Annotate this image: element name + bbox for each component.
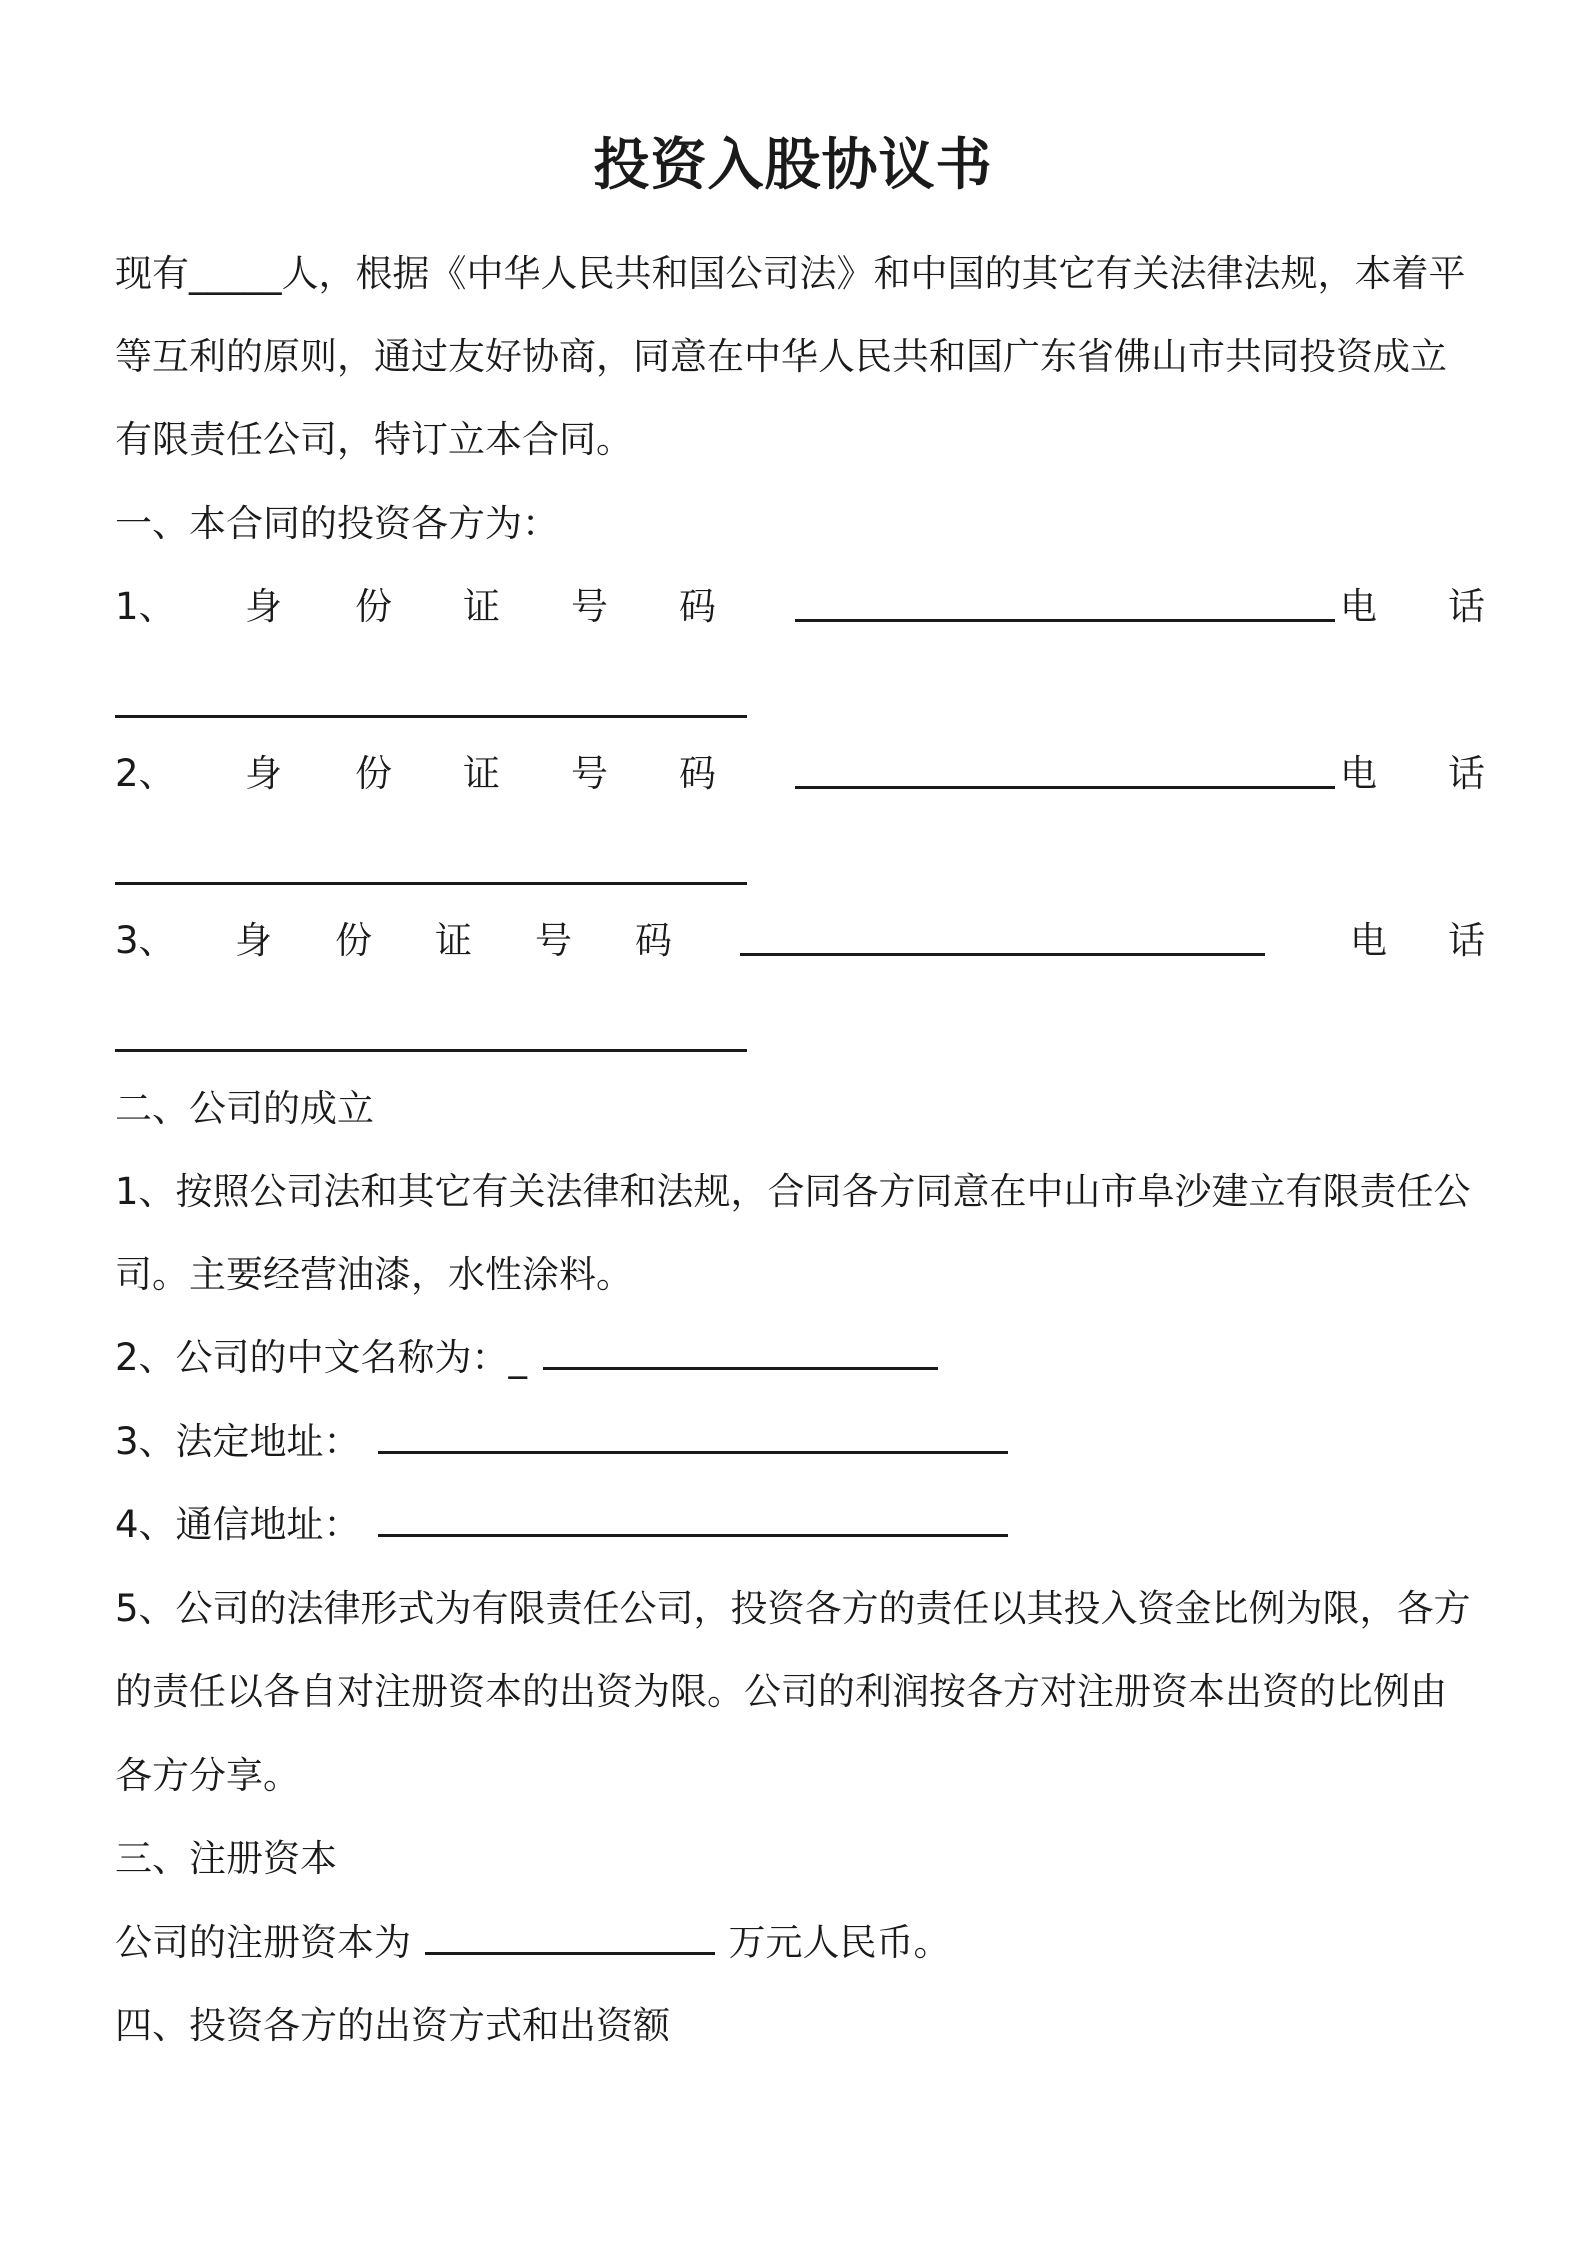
section-2-item-2 <box>115 1334 1485 1382</box>
party-2-id-char: 号 <box>571 752 608 795</box>
section-4-heading: 四、投资各方的出资方式和出资额 <box>115 2004 670 2047</box>
mailing-address-blank[interactable] <box>378 1504 1008 1537</box>
registered-capital-line <box>115 1919 1485 1967</box>
party-3-id-char: 号 <box>535 919 572 962</box>
section-2-heading: 二、公司的成立 <box>115 1087 374 1130</box>
party-3-id-char: 身 <box>235 919 272 962</box>
party-1-id-char: 身 <box>245 585 282 628</box>
company-name-label: 2、公司的中文名称为：_ <box>115 1336 528 1379</box>
party-1-id-char: 证 <box>463 585 500 628</box>
section-2-item-5-line-1: 5、公司的法律形式为有限责任公司，投资各方的责任以其投入资金比例为限，各方 <box>115 1587 1471 1630</box>
section-2-item-1-line-2: 司。主要经营油漆，水性涂料。 <box>115 1253 633 1296</box>
party-3-number: 3、 <box>115 919 176 962</box>
legal-address-blank[interactable] <box>378 1421 1008 1454</box>
party-1-id-char: 份 <box>355 585 392 628</box>
section-2-item-1-line-1: 1、按照公司法和其它有关法律和法规，合同各方同意在中山市阜沙建立有限责任公 <box>115 1170 1471 1213</box>
party-3-phone-char: 话 <box>1448 919 1485 962</box>
party-2-phone-blank[interactable] <box>115 882 747 885</box>
party-3-id-char: 证 <box>435 919 472 962</box>
party-3-id-char: 份 <box>335 919 372 962</box>
party-2-number: 2、 <box>115 752 176 795</box>
party-1-phone-char: 话 <box>1448 585 1485 628</box>
section-1-heading: 一、本合同的投资各方为： <box>115 502 559 545</box>
document-title: 投资入股协议书 <box>593 133 993 198</box>
registered-capital-blank[interactable] <box>425 1922 715 1955</box>
section-2-item-5-line-3: 各方分享。 <box>115 1754 300 1797</box>
party-1-phone-char: 电 <box>1340 585 1377 628</box>
company-name-blank[interactable] <box>543 1337 938 1370</box>
section-2-item-5-line-2: 的责任以各自对注册资本的出资为限。公司的利润按各方对注册资本出资的比例由 <box>115 1670 1447 1713</box>
party-2-id-char: 份 <box>355 752 392 795</box>
section-2-item-4 <box>115 1501 1485 1549</box>
legal-address-label: 3、法定地址： <box>115 1420 361 1463</box>
party-2-id-char: 证 <box>463 752 500 795</box>
section-3-heading: 三、注册资本 <box>115 1837 337 1880</box>
registered-capital-unit: 万元人民币。 <box>728 1921 951 1964</box>
party-2-id-char: 码 <box>679 752 716 795</box>
party-1-id-char: 号 <box>571 585 608 628</box>
mailing-address-label: 4、通信地址： <box>115 1503 361 1546</box>
intro-line-2: 等互利的原则，通过友好协商，同意在中华人民共和国广东省佛山市共同投资成立 <box>115 335 1447 378</box>
party-1-phone-blank[interactable] <box>115 715 747 718</box>
section-2-item-3 <box>115 1418 1485 1466</box>
party-1-number: 1、 <box>115 585 176 628</box>
registered-capital-label: 公司的注册资本为 <box>115 1921 411 1964</box>
party-3-phone-blank[interactable] <box>115 1049 747 1052</box>
intro-line-1: 现有_____人，根据《中华人民共和国公司法》和中国的其它有关法律法规，本着平 <box>115 252 1466 295</box>
party-2-phone-char: 话 <box>1448 752 1485 795</box>
party-1-id-blank[interactable] <box>795 589 1335 622</box>
party-3-phone-char: 电 <box>1350 919 1387 962</box>
party-2-id-char: 身 <box>245 752 282 795</box>
party-3-id-char: 码 <box>635 919 672 962</box>
party-3-id-blank[interactable] <box>740 923 1265 956</box>
party-1-id-char: 码 <box>679 585 716 628</box>
party-2-phone-char: 电 <box>1340 752 1377 795</box>
party-2-id-blank[interactable] <box>795 756 1335 789</box>
intro-line-3: 有限责任公司，特订立本合同。 <box>115 418 633 461</box>
